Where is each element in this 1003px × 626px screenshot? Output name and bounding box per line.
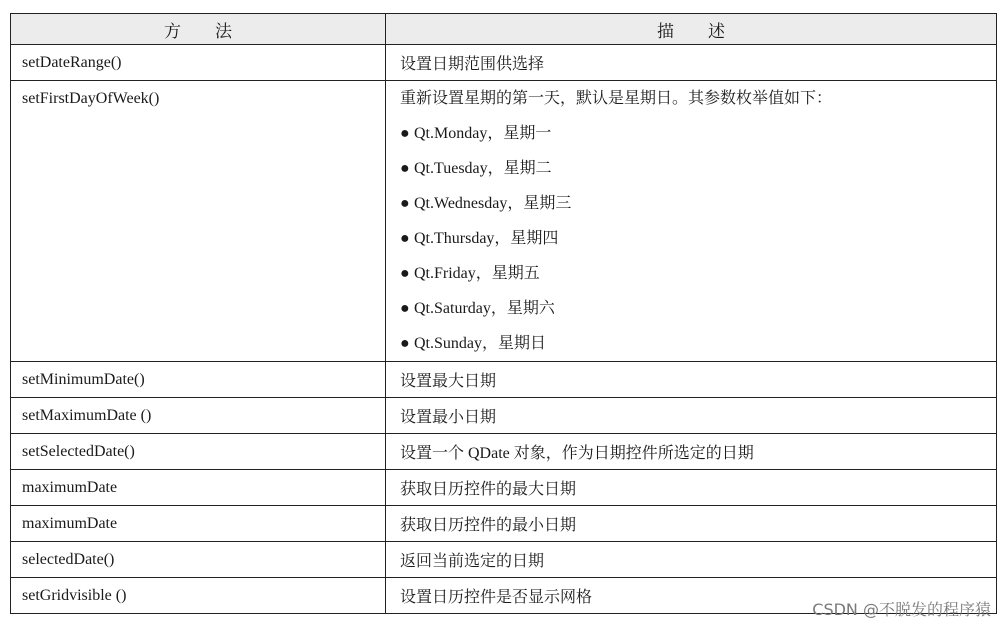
list-item: ● Qt.Friday，星期五 [400,256,996,291]
method-cell: maximumDate [11,506,386,542]
list-item: ● Qt.Wednesday，星期三 [400,186,996,221]
description-cell [386,81,997,362]
method-cell: maximumDate [11,470,386,506]
description-cell: 获取日历控件的最大日期 [386,470,997,506]
table-row [11,45,997,81]
list-item: ● Qt.Sunday，星期日 [400,326,996,361]
bullet-icon: ● [400,300,410,317]
method-cell: setSelectedDate() [11,434,386,470]
description-cell: 返回当前选定的日期 [386,542,997,578]
method-cell: setGridvisible () [11,578,386,614]
table-header-row [11,14,997,45]
list-item: ● Qt.Tuesday，星期二 [400,151,996,186]
bullet-icon: ● [400,230,410,247]
list-item: ● Qt.Saturday，星期六 [400,291,996,326]
method-cell: setMaximumDate () [11,398,386,434]
description-cell: 设置日历控件是否显示网格 [386,578,997,614]
table-row [11,434,997,470]
watermark: CSDN @不脱发的程序猿 [812,600,991,619]
description-cell: 设置一个 QDate 对象，作为日期控件所选定的日期 [386,434,997,470]
method-cell: setDateRange() [11,45,386,81]
description-cell: 设置最大日期 [386,362,997,398]
method-column-header: 方 法 [11,14,386,45]
table-row [11,81,997,362]
table-row [11,362,997,398]
list-item: ● Qt.Monday，星期一 [400,116,996,151]
bullet-icon: ● [400,160,410,177]
method-cell: setMinimumDate() [11,362,386,398]
description-cell: 设置日期范围供选择 [386,45,997,81]
method-cell: selectedDate() [11,542,386,578]
method-cell: setFirstDayOfWeek() [11,81,386,362]
methods-table [10,13,997,614]
table-row [11,542,997,578]
table-row [11,506,997,542]
list-item: ● Qt.Thursday，星期四 [400,221,996,256]
description-cell: 设置最小日期 [386,398,997,434]
bullet-icon: ● [400,195,410,212]
bullet-icon: ● [400,265,410,282]
table-row [11,470,997,506]
bullet-icon: ● [400,125,410,142]
description-column-header: 描 述 [386,14,997,45]
bullet-icon: ● [400,335,410,352]
table-row [11,398,997,434]
description-cell: 获取日历控件的最小日期 [386,506,997,542]
description-text: 重新设置星期的第一天，默认是星期日。其参数枚举值如下： [400,90,833,107]
